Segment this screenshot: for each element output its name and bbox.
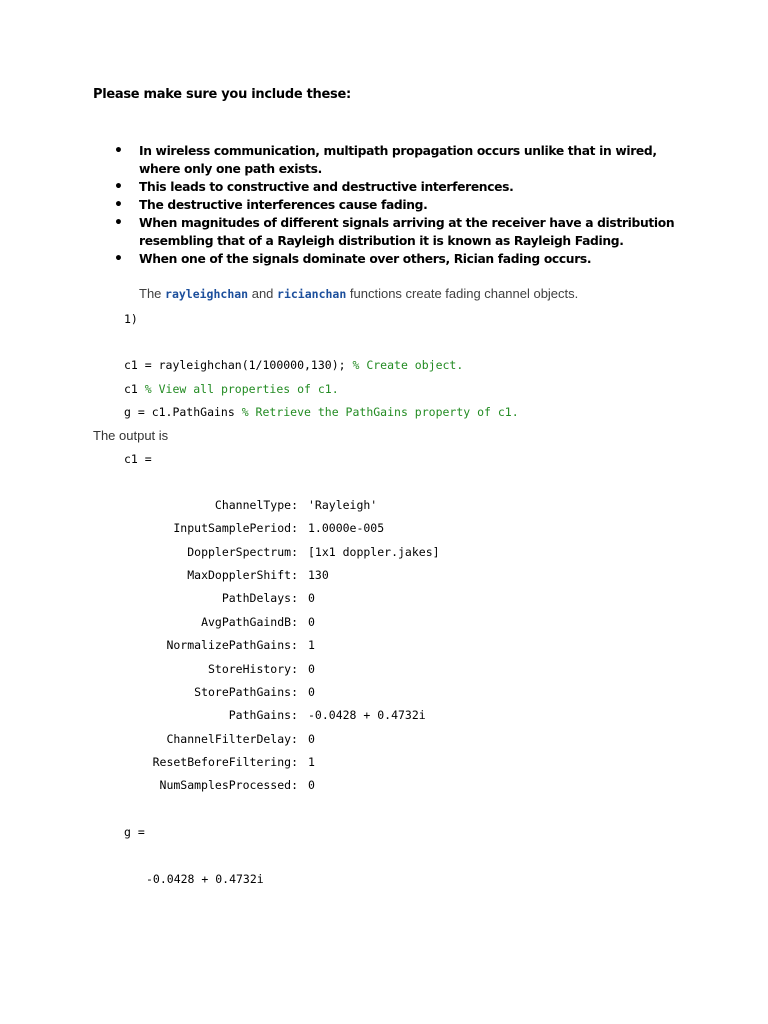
list-item: • This leads to constructive and destructive interferences. — [112, 178, 682, 196]
list-item: • The destructive interferences cause fading. — [112, 196, 682, 214]
property-name: NumSamplesProcessed: — [159, 778, 298, 792]
property-name: ChannelFilterDelay: — [166, 732, 298, 746]
property-value: 0 — [308, 732, 315, 746]
property-value: 0 — [308, 662, 315, 676]
g-output-header: g = — [124, 825, 145, 839]
code-line-2 — [124, 382, 339, 396]
property-value: 'Rayleigh' — [308, 498, 378, 512]
property-name: StoreHistory: — [207, 662, 298, 676]
requirements-list — [112, 142, 682, 268]
c1-output-header: c1 = — [124, 452, 152, 466]
function-name-rayleighchan: rayleighchan — [165, 287, 249, 301]
property-name: PathGains: — [228, 708, 298, 722]
property-name: DopplerSpectrum: — [187, 545, 298, 559]
property-name: InputSamplePeriod: — [173, 521, 298, 535]
property-name: AvgPathGaindB: — [201, 615, 298, 629]
property-name: ChannelType: — [214, 498, 298, 512]
list-item: • When one of the signals dominate over others, Rician fading occurs. — [112, 250, 682, 268]
step-label: 1) — [124, 312, 138, 326]
intro-prefix: The — [139, 286, 166, 301]
property-value: [1x1 doppler.jakes] — [308, 545, 440, 559]
code-comment: % Create object. — [352, 358, 464, 372]
code-comment: % Retrieve the PathGains property of c1. — [241, 405, 519, 419]
list-item: • In wireless communication, multipath propagation occurs unlike that in wired, where only one path exists. — [112, 142, 682, 178]
code-text: g = c1.PathGains — [124, 405, 242, 419]
property-value: 0 — [308, 591, 315, 605]
property-name: PathDelays: — [221, 591, 298, 605]
g-output-value: -0.0428 + 0.4732i — [146, 872, 264, 886]
property-value: 1.0000e-005 — [308, 521, 385, 535]
code-line-3 — [124, 405, 519, 419]
code-comment: % View all properties of c1. — [144, 382, 339, 396]
function-name-ricianchan: ricianchan — [277, 287, 347, 301]
output-label: The output is — [93, 428, 169, 443]
property-value: 0 — [308, 685, 315, 699]
property-value: 1 — [308, 755, 315, 769]
property-value: -0.0428 + 0.4732i — [308, 708, 426, 722]
property-name: NormalizePathGains: — [166, 638, 298, 652]
code-text: c1 — [124, 382, 145, 396]
section-heading: Please make sure you include these: — [93, 87, 351, 102]
property-value: 0 — [308, 778, 315, 792]
intro-sentence — [139, 286, 578, 301]
intro-mid: and — [248, 286, 278, 301]
property-name: MaxDopplerShift: — [187, 568, 298, 582]
code-text: c1 = rayleighchan(1/100000,130); — [124, 358, 353, 372]
property-name: ResetBeforeFiltering: — [152, 755, 298, 769]
list-item: • When magnitudes of different signals arriving at the receiver have a distribution resembling that of a Rayleigh distribution it is known as Rayleigh Fading. — [112, 214, 682, 250]
intro-suffix: functions create fading channel objects. — [346, 286, 579, 301]
property-value: 0 — [308, 615, 315, 629]
property-value: 1 — [308, 638, 315, 652]
code-line-1 — [124, 358, 463, 372]
property-name: StorePathGains: — [194, 685, 298, 699]
property-value: 130 — [308, 568, 329, 582]
